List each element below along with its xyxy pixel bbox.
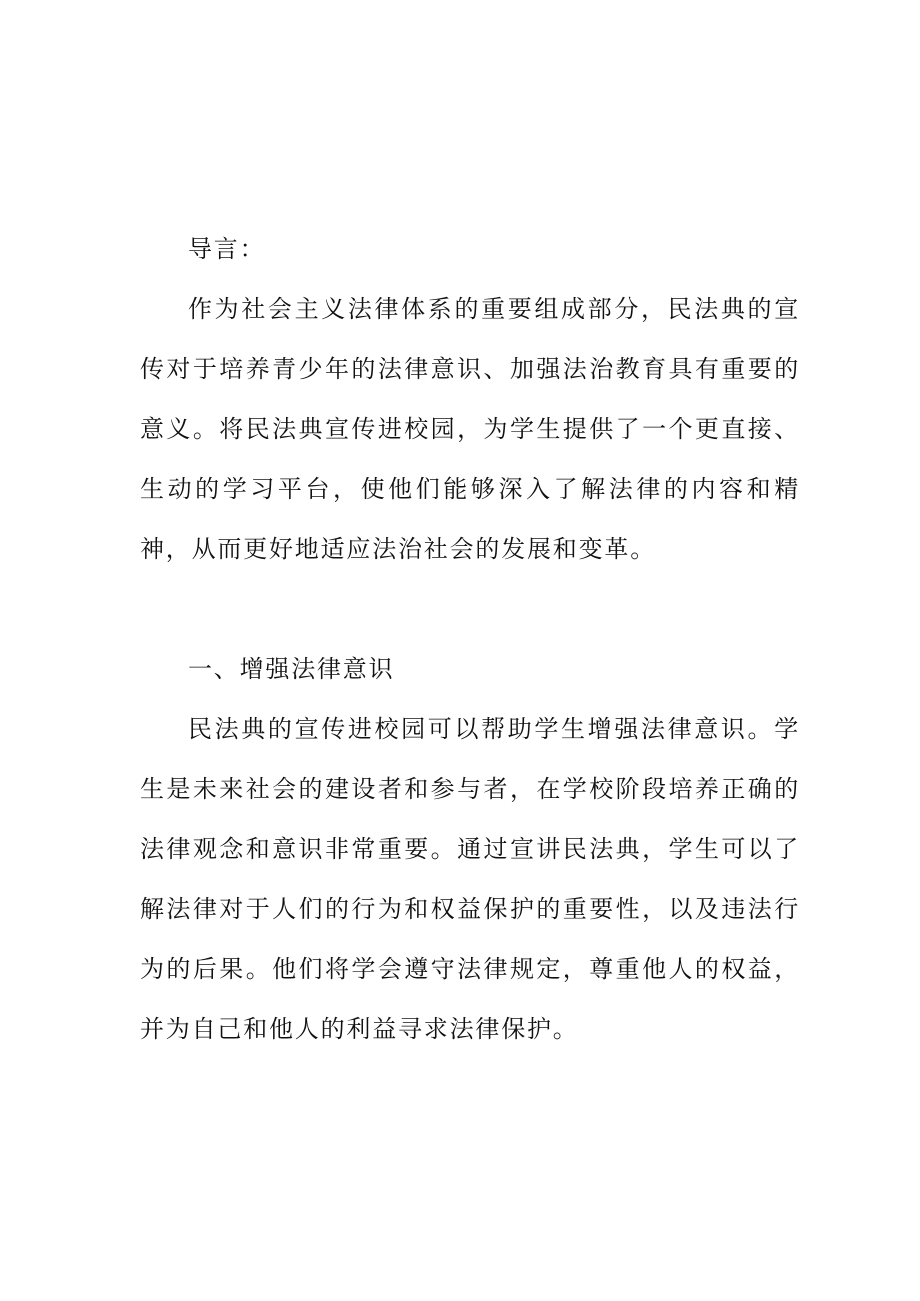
section1-paragraph: 民法典的宣传进校园可以帮助学生增强法律意识。学生是未来社会的建设者和参与者，在学校阶段培养正确的法律观念和意识非常重要。通过宣讲民法典，学生可以了解法律对于人们的行为和权益保护的重要性，以及违法行为的后果。他们将学会遵守法律规定，尊重他人的权益，并为自己和他人的利益寻求法律保护。 bbox=[140, 715, 800, 1043]
intro-heading: 导言： bbox=[188, 235, 266, 263]
section-spacer bbox=[140, 579, 800, 639]
section1-heading: 一、增强法律意识 bbox=[188, 655, 395, 683]
document-body bbox=[140, 219, 800, 1059]
intro-paragraph: 作为社会主义法律体系的重要组成部分，民法典的宣传对于培养青少年的法律意识、加强法治教育具有重要的意义。将民法典宣传进校园，为学生提供了一个更直接、生动的学习平台，使他们能够深入了解法律的内容和精神，从而更好地适应法治社会的发展和变革。 bbox=[140, 295, 800, 563]
